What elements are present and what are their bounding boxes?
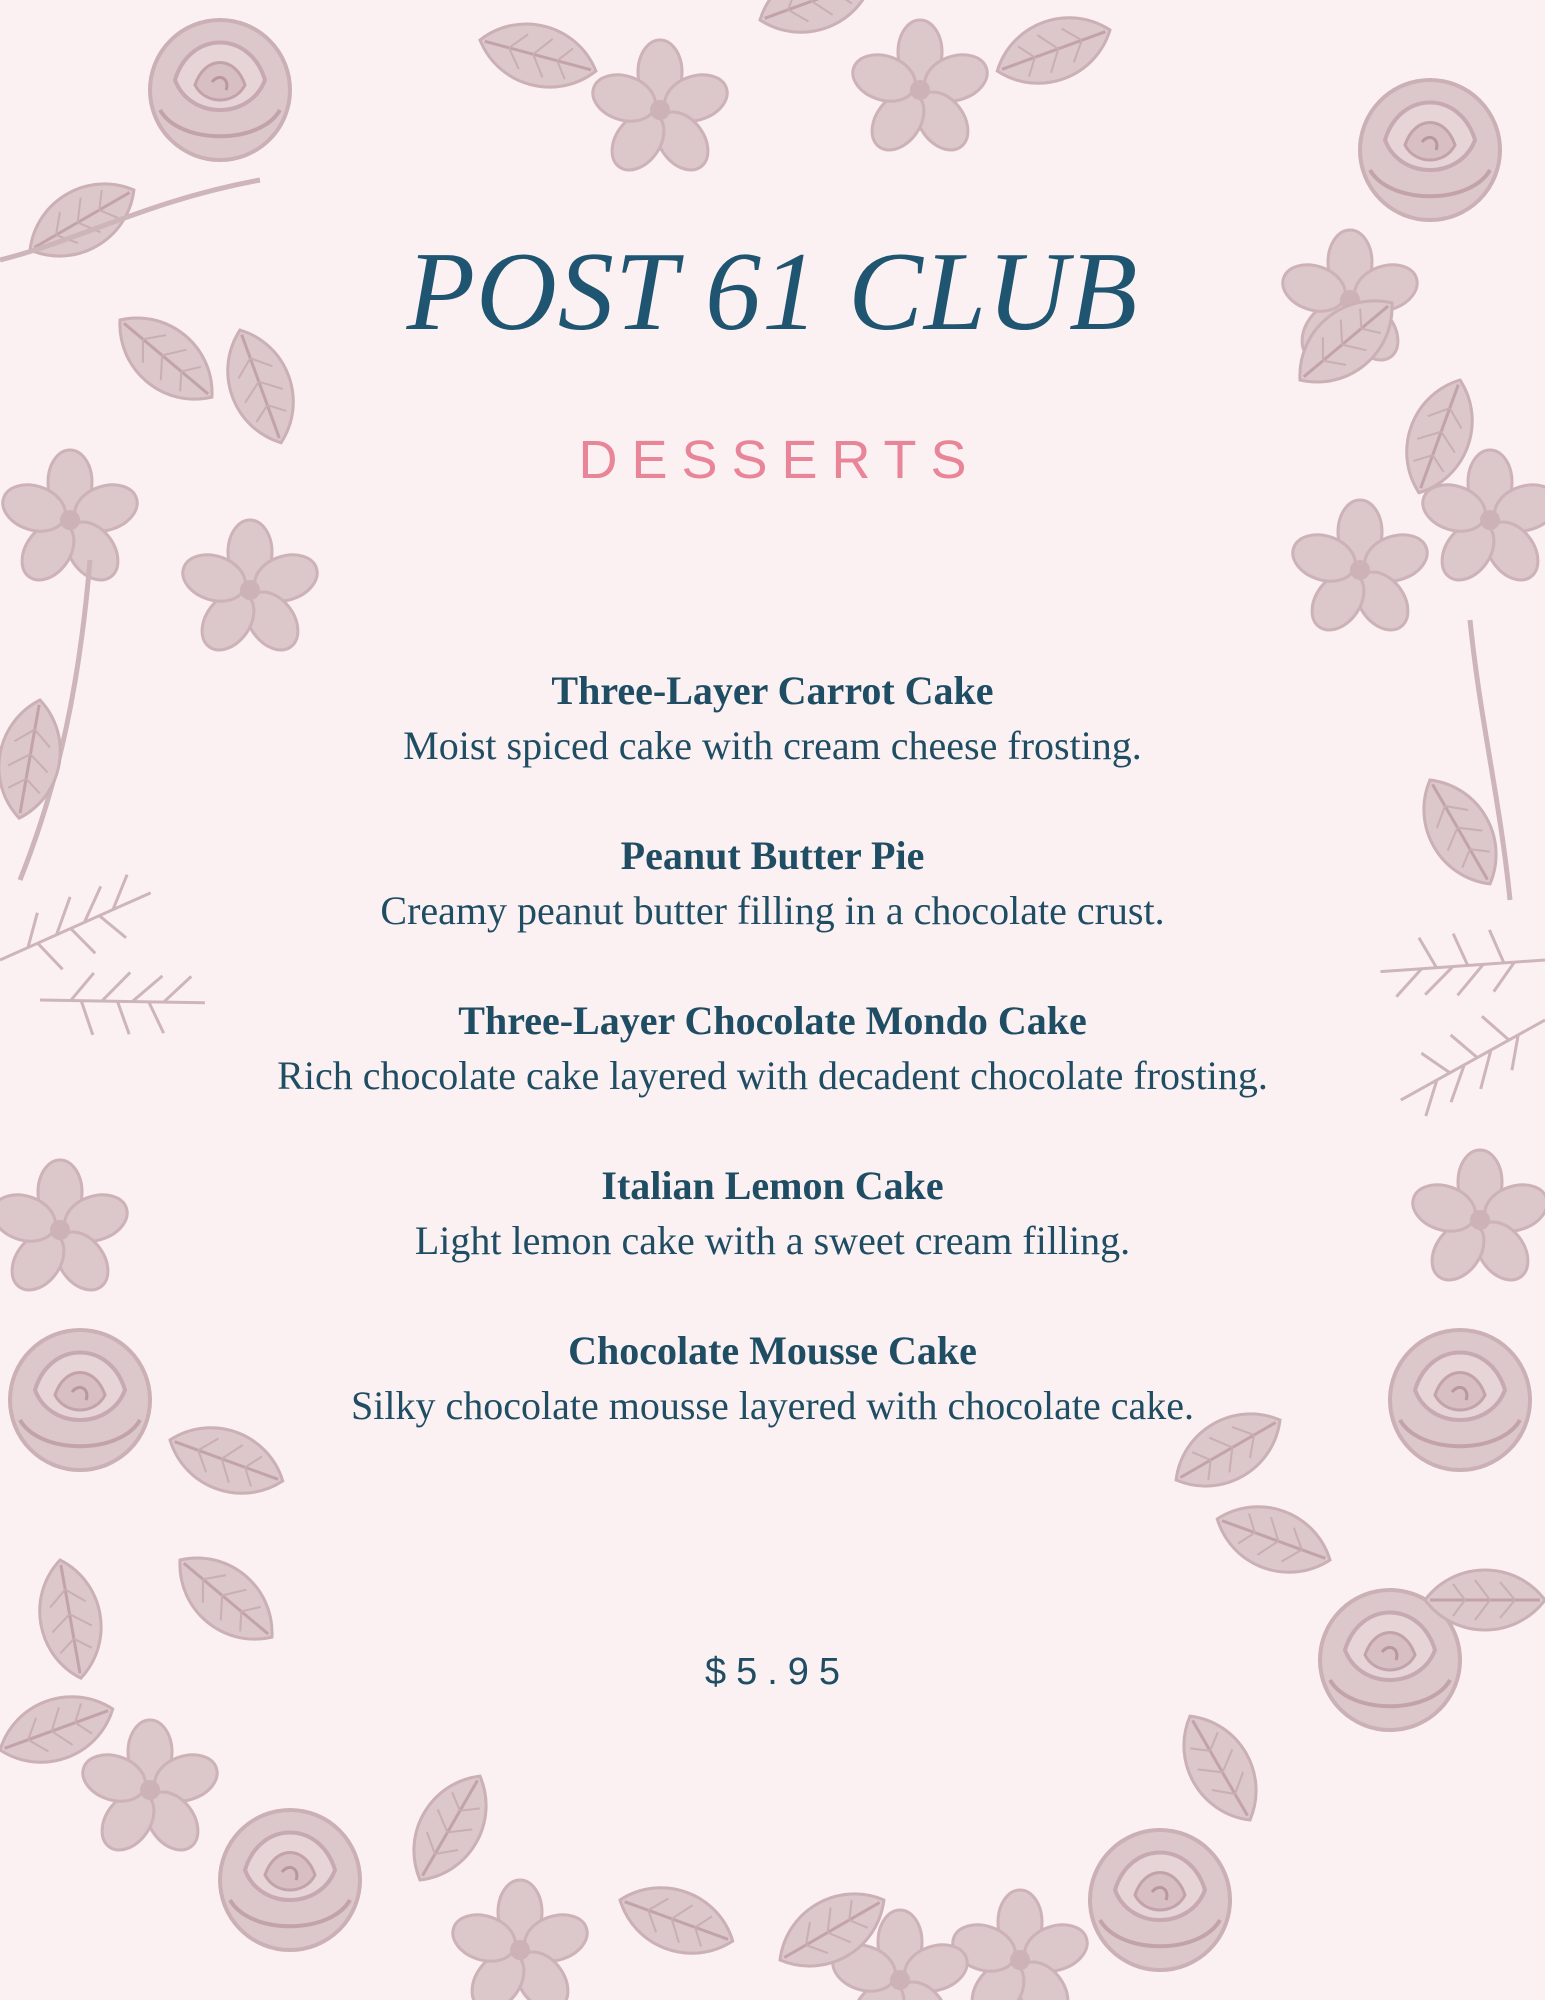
page-title: POST 61 CLUB (406, 230, 1139, 354)
item-description: Silky chocolate mousse layered with chocolate cake. (350, 1383, 1195, 1428)
menu-item (240, 828, 1305, 938)
item-description: Light lemon cake with a sweet cream filling. (414, 1218, 1131, 1263)
menu-item (240, 663, 1305, 773)
item-description: Rich chocolate cake layered with decadent chocolate frosting. (277, 1053, 1268, 1098)
price-label: $5.95 (704, 1651, 851, 1693)
dessert-list (240, 663, 1305, 1433)
item-name: Italian Lemon Cake (601, 1163, 944, 1208)
menu-item (240, 1323, 1305, 1433)
item-description: Creamy peanut butter filling in a chocolate crust. (380, 888, 1165, 933)
item-name: Peanut Butter Pie (620, 833, 925, 878)
item-description: Moist spiced cake with cream cheese frosting. (403, 723, 1142, 768)
menu-item (240, 993, 1305, 1103)
section-heading: DESSERTS (578, 430, 981, 490)
item-name: Chocolate Mousse Cake (568, 1328, 977, 1373)
item-name: Three-Layer Carrot Cake (551, 668, 994, 713)
item-name: Three-Layer Chocolate Mondo Cake (458, 998, 1087, 1043)
menu-item (240, 1158, 1305, 1268)
